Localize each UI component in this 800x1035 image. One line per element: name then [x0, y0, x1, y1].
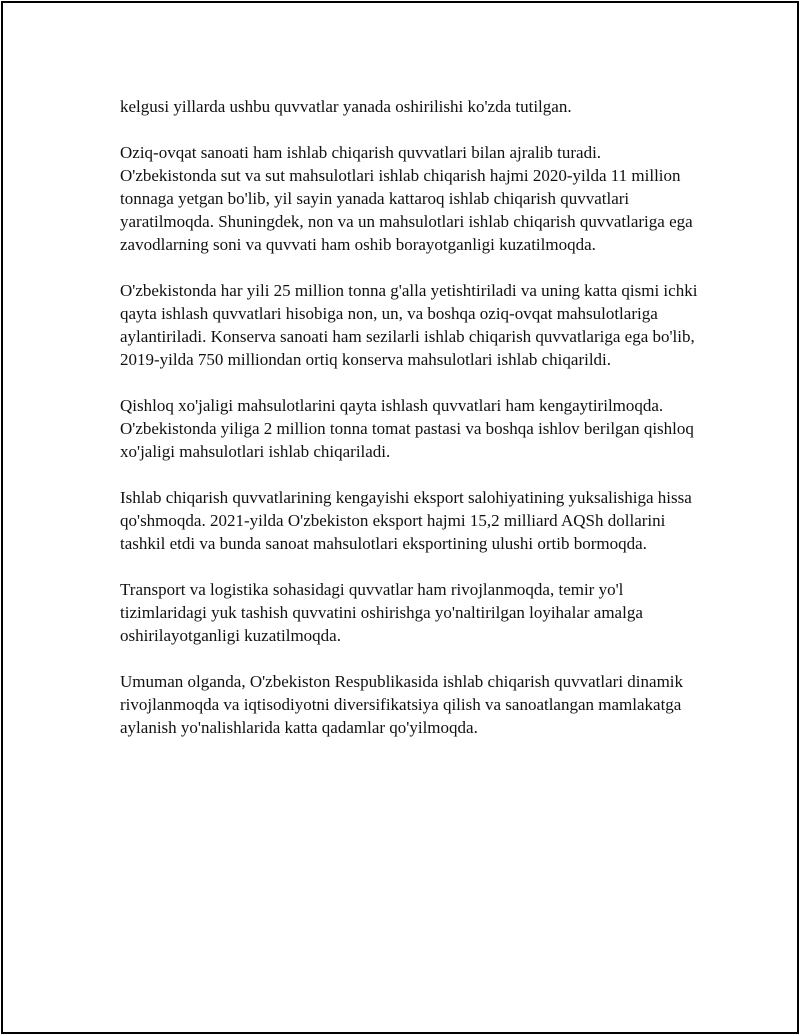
page-frame: [1, 1, 799, 1034]
paragraph-continuation: kelgusi yillarda ushbu quvvatlar yanada oshirilishi ko'zda tutilgan.: [120, 97, 572, 116]
paragraph-transport: Transport va logistika sohasidagi quvvatlar ham rivojlanmoqda, temir yo'l tizimlaridagi yuk tashish quvvatini oshirishga yo'naltirilgan loyihalar amalga oshirilayotganligi kuzatilmoqda.: [120, 580, 643, 645]
document-body: [120, 95, 700, 762]
paragraph-conclusion: Umuman olganda, O'zbekiston Respublikasida ishlab chiqarish quvvatlari dinamik rivojlanmoqda va iqtisodiyotni diversifikatsiya qilish va sanoatlangan mamlakatga aylanish yo'nalishlarida katta qadamlar qo'yilmoqda.: [120, 672, 684, 737]
paragraph-food-industry: Oziq-ovqat sanoati ham ishlab chiqarish quvvatlari bilan ajralib turadi. O'zbekistonda sut va sut mahsulotlari ishlab chiqarish hajmi 2020-yilda 11 million tonnaga yetgan bo'lib, yil sayin yanada kattaroq ishlab chiqarish quvvatlari yaratilmoqda. Shuningdek, non va un mahsulotlari ishlab chiqarish quvvatlariga ega zavodlarning soni va quvvati ham oshib borayotganligi kuzatilmoqda.: [120, 143, 693, 254]
paragraph-grain-canning: O'zbekistonda har yili 25 million tonna g'alla yetishtiriladi va uning katta qismi ichki qayta ishlash quvvatlari hisobiga non, un, va boshqa oziq-ovqat mahsulotlariga aylantiriladi. Konserva sanoati ham sezilarli ishlab chiqarish quvvatlariga ega bo'lib, 2019-yilda 750 milliondan ortiq konserva mahsulotlari ishlab chiqarildi.: [120, 281, 698, 369]
paragraph-export: Ishlab chiqarish quvvatlarining kengayishi eksport salohiyatining yuksalishiga hissa qo'shmoqda. 2021-yilda O'zbekiston eksport hajmi 15,2 milliard AQSh dollarini tashkil etdi va bunda sanoat mahsulotlari eksportining ulushi ortib bormoqda.: [120, 488, 692, 553]
paragraph-agri-processing: Qishloq xo'jaligi mahsulotlarini qayta ishlash quvvatlari ham kengaytirilmoqda. O'zbekistonda yiliga 2 million tonna tomat pastasi va boshqa ishlov berilgan qishloq xo'jaligi mahsulotlari ishlab chiqariladi.: [120, 396, 694, 461]
